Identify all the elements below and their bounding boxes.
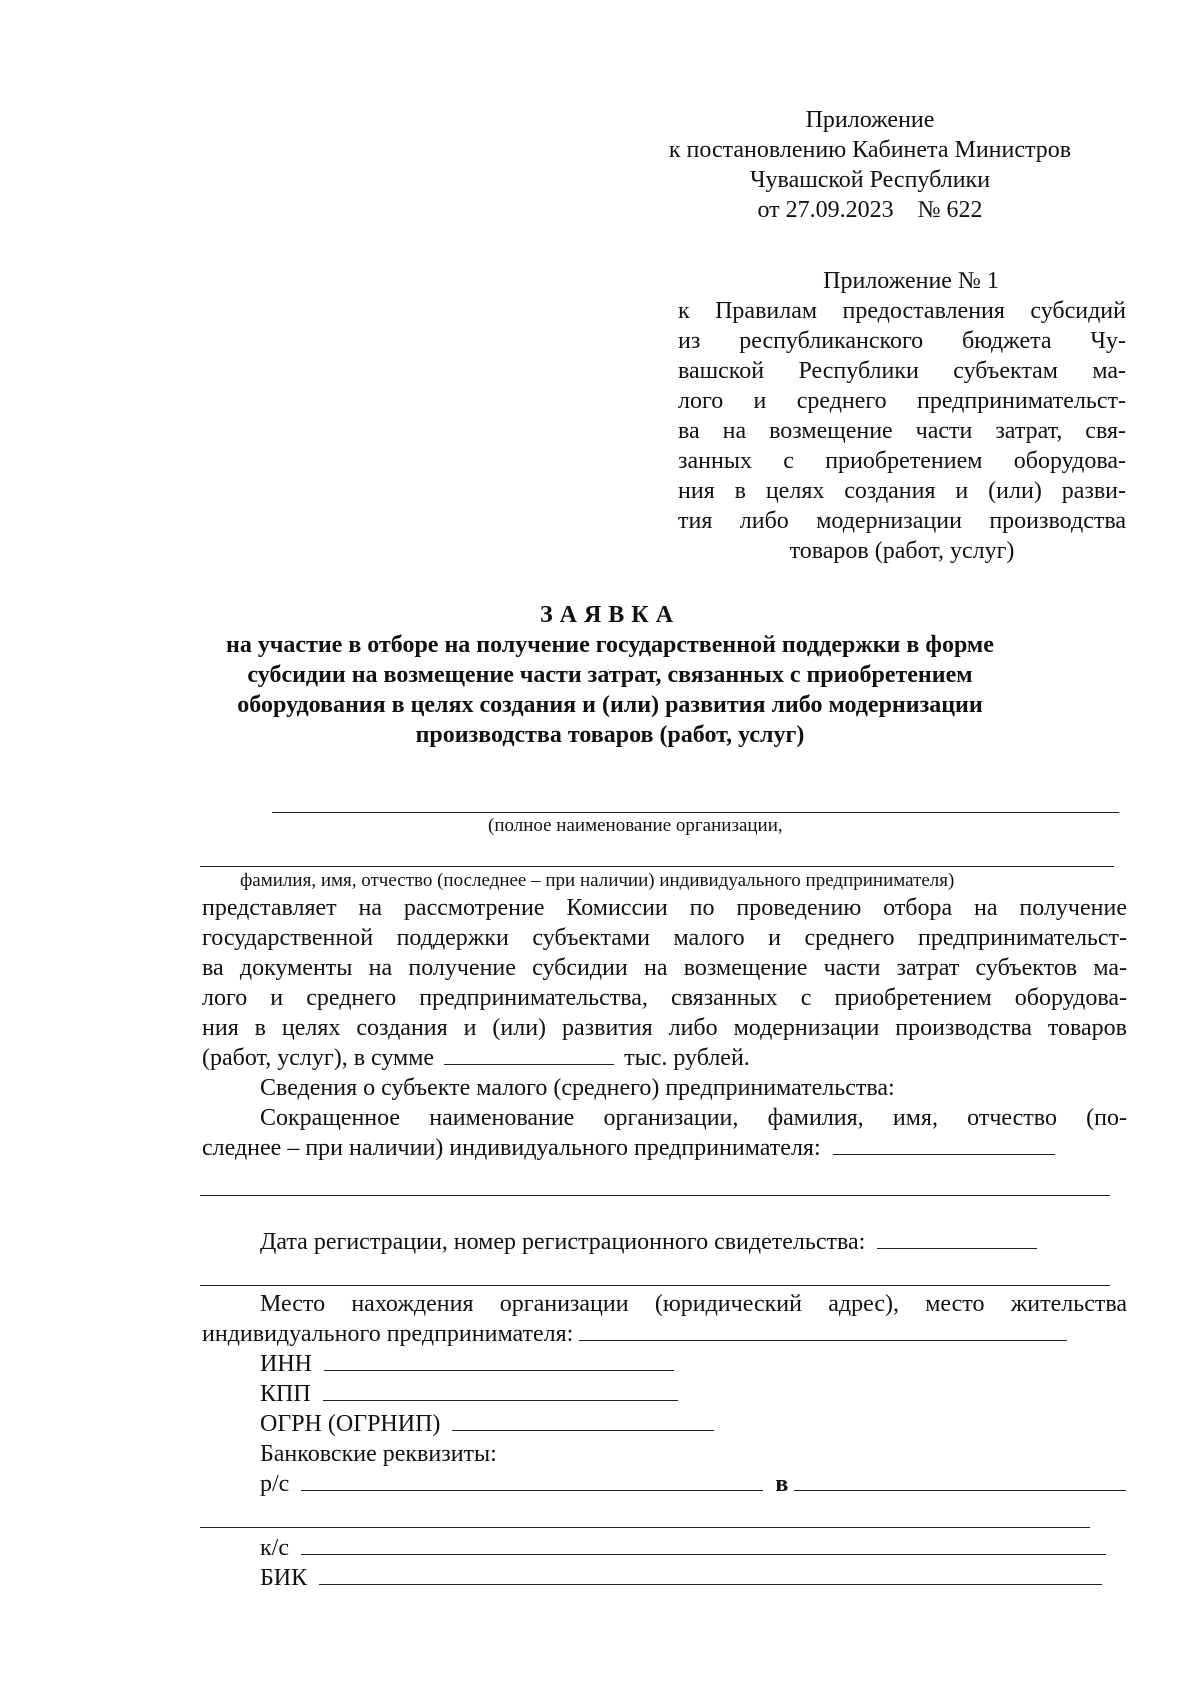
appendix-1-line: ва на возмещение части затрат, свя- [678, 418, 1126, 444]
amount-field[interactable] [444, 1044, 614, 1065]
ogrn-row [260, 1409, 714, 1439]
paragraph-line: лого и среднего предпринимательства, связанных с приобретением оборудова- [202, 985, 1127, 1011]
org-name-field[interactable] [272, 812, 1119, 813]
header-line-3: Чувашской Республики [749, 167, 991, 193]
kpp-field[interactable] [323, 1380, 678, 1401]
header-line-4: от 27.09.2023 № 622 [757, 197, 983, 223]
paragraph-line: представляет на рассмотрение Комиссии по проведению отбора на получение [202, 895, 1127, 921]
inn-field[interactable] [324, 1350, 674, 1371]
kpp-row [260, 1379, 678, 1409]
application-subtitle-line-4: производства товаров (работ, услуг) [415, 722, 805, 748]
bik-field[interactable] [319, 1564, 1102, 1585]
bank-name-prefix: в [775, 1471, 789, 1497]
bank-name-field-continued[interactable] [200, 1527, 1090, 1528]
main-paragraph [202, 893, 1127, 1073]
bank-name-field[interactable] [794, 1470, 1126, 1491]
application-heading: ЗАЯВКА [539, 602, 681, 628]
reg-date-label: Дата регистрации, номер регистрационного свидетельства: [260, 1229, 866, 1255]
short-name-field-continued[interactable] [200, 1195, 1110, 1196]
ogrn-label: ОГРН (ОГРНИП) [260, 1411, 441, 1437]
ks-row [260, 1533, 1106, 1563]
application-title [180, 600, 1040, 750]
ks-label: к/с [260, 1535, 289, 1561]
svedeniya-heading: Сведения о субъекте малого (среднего) предпринимательства: [260, 1075, 895, 1101]
header-line-2: к постановлению Кабинета Министров [668, 137, 1072, 163]
fio-field[interactable] [200, 866, 1114, 867]
short-name-field[interactable] [833, 1134, 1055, 1155]
header-line-1: Приложение [805, 107, 935, 133]
kpp-label: КПП [260, 1381, 311, 1407]
appendix-1-line: из республиканского бюджета Чу- [678, 328, 1126, 354]
reg-date-row [260, 1227, 1037, 1257]
paragraph-line: ва документы на получение субсидии на возмещение части затрат субъектов ма- [202, 955, 1127, 981]
short-name-line-1: Сокращенное наименование организации, фамилия, имя, отчество (по- [260, 1105, 1127, 1131]
paragraph-line: ния в целях создания и (или) развития либо модернизации производства товаров [202, 1015, 1127, 1041]
appendix-1-line: ния в целях создания и (или) разви- [678, 478, 1126, 504]
appendix-1-line: занных с приобретением оборудова- [678, 448, 1126, 474]
short-name-line-2: следнее – при наличии) индивидуального предпринимателя: [202, 1135, 821, 1161]
appendix-header [640, 105, 1100, 225]
inn-label: ИНН [260, 1351, 312, 1377]
appendix-1-title: Приложение № 1 [823, 268, 999, 294]
appendix-1-last-line: товаров (работ, услуг) [789, 538, 1015, 564]
bik-label: БИК [260, 1565, 308, 1591]
short-name-paragraph [202, 1103, 1127, 1163]
rs-row [260, 1469, 1126, 1499]
appendix-1-line: вашской Республики субъектам ма- [678, 358, 1126, 384]
ks-field[interactable] [301, 1534, 1106, 1555]
bik-row [260, 1563, 1102, 1593]
rs-field[interactable] [301, 1470, 763, 1491]
address-line-1: Место нахождения организации (юридический адрес), место жительства [260, 1291, 1127, 1317]
inn-row [260, 1349, 674, 1379]
address-line-2: индивидуального предпринимателя: [202, 1321, 574, 1347]
application-subtitle-line-2: субсидии на возмещение части затрат, связанных с приобретением [247, 662, 973, 688]
appendix-1-line: лого и среднего предпринимательст- [678, 388, 1126, 414]
address-paragraph [202, 1289, 1127, 1349]
reg-date-field-continued[interactable] [200, 1285, 1110, 1286]
appendix-1-block [678, 266, 1126, 566]
org-name-caption: (полное наименование организации, [488, 815, 783, 836]
appendix-1-line: к Правилам предоставления субсидий [678, 298, 1126, 324]
rs-label: р/с [260, 1471, 290, 1497]
reg-date-field[interactable] [877, 1228, 1037, 1249]
ogrn-field[interactable] [452, 1410, 714, 1431]
fio-caption: фамилия, имя, отчество (последнее – при наличии) индивидуального предпринимателя) [240, 870, 955, 891]
application-subtitle-line-3: оборудования в целях создания и (или) развития либо модернизации [237, 692, 983, 718]
amount-unit: тыс. рублей. [624, 1045, 750, 1071]
appendix-1-line: тия либо модернизации производства [678, 508, 1126, 534]
paragraph-line: государственной поддержки субъектами малого и среднего предпринимательст- [202, 925, 1127, 951]
bank-heading: Банковские реквизиты: [260, 1441, 497, 1467]
amount-label: (работ, услуг), в сумме [202, 1045, 435, 1071]
application-subtitle-line-1: на участие в отборе на получение государственной поддержки в форме [226, 632, 994, 658]
address-field[interactable] [579, 1320, 1067, 1341]
